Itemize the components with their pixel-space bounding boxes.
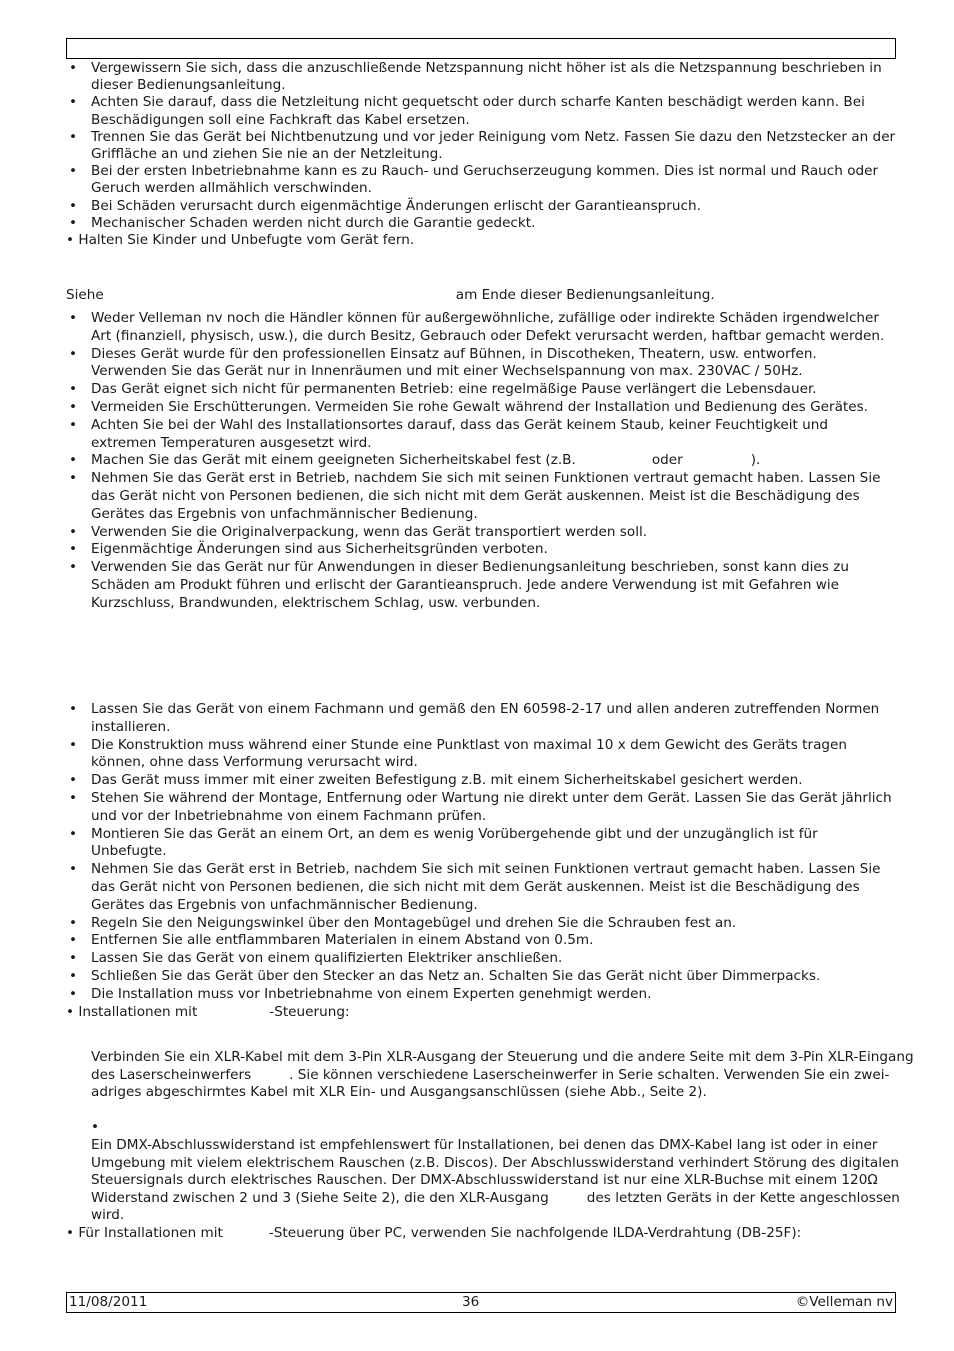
general-list (66, 310, 896, 613)
footer-company: ©Velleman nv (795, 1294, 893, 1310)
install-item: • Montieren Sie das Gerät an einem Ort, an dem es wenig Vorübergehende gibt und der unzugänglich ist für Unbefugte. (66, 826, 896, 862)
general-item: • Weder Velleman nv noch die Händler können für außergewöhnliche, zufällige oder indirekte Schäden irgendwelcher Art (finanziell, physisch, usw.), die durch Besitz, Gebrauch oder Defekt verursacht werden, haftbar gemacht werden. (66, 310, 896, 346)
install-item: • Lassen Sie das Gerät von einem Fachmann und gemäß den EN 60598-2-17 und allen anderen zutreffenden Normen installieren. (66, 701, 896, 737)
terminator-part2: des letzten Geräts in der Kette angeschlossen wird. (91, 1189, 900, 1223)
dmx-heading-suffix: -Steuerung: (269, 1003, 350, 1020)
install-item: • Stehen Sie während der Montage, Entfernung oder Wartung nie direkt unter dem Gerät. Lassen Sie das Gerät jährlich und vor der Inbetriebnahme von einem Fachmann prüfen. (66, 790, 896, 826)
install-item: • Regeln Sie den Neigungswinkel über den Montagebügel und drehen Sie die Schrauben fest an. (66, 915, 896, 933)
safety-item: • Achten Sie darauf, dass die Netzleitung nicht gequetscht oder durch scharfe Kanten beschädigt werden kann. Bei Beschädigungen soll eine Fachkraft das Kabel ersetzen. (66, 94, 896, 128)
install-item: • Lassen Sie das Gerät von einem qualifizierten Elektriker anschließen. (66, 950, 896, 968)
safety-last-item: • Halten Sie Kinder und Unbefugte vom Gerät fern. (66, 232, 415, 249)
safety-item: • Bei Schäden verursacht durch eigenmächtige Änderungen erlischt der Garantieanspruch. (66, 198, 896, 215)
footer (66, 1292, 896, 1313)
general-item: • Nehmen Sie das Gerät erst in Betrieb, nachdem Sie sich mit seinen Funktionen vertraut gemacht haben. Lassen Sie das Gerät nicht von Personen bedienen, die sich nicht mit dem Gerät auskennen. Meist ist die Beschädigung des Gerätes das Ergebnis von unfachmännischer Bedienung. (66, 470, 896, 523)
xlr-paragraph (66, 1049, 921, 1102)
safety-item: • Bei der ersten Inbetriebnahme kann es zu Rauch- und Geruchserzeugung kommen. Dies ist normal und Rauch oder Geruch werden allmählich verschwinden. (66, 163, 896, 197)
general-item: • Das Gerät eignet sich nicht für permanenten Betrieb: eine regelmäßige Pause verlängert die Lebensdauer. (66, 381, 896, 399)
footer-date: 11/08/2011 (69, 1294, 148, 1310)
install-item: • Nehmen Sie das Gerät erst in Betrieb, nachdem Sie sich mit seinen Funktionen vertraut gemacht haben. Lassen Sie das Gerät nicht von Personen bedienen, die sich nicht mit dem Gerät auskennen. Meist ist die Beschädigung des Gerätes das Ergebnis von unfachmännischer Bedienung. (66, 861, 896, 914)
general-item: • Eigenmächtige Änderungen sind aus Sicherheitsgründen verboten. (66, 541, 896, 559)
footer-page-number: 36 (462, 1294, 480, 1310)
safety-cable-prefix: Machen Sie das Gerät mit einem geeigneten Sicherheitskabel fest (z.B. (91, 452, 576, 469)
safety-last-text: Halten Sie Kinder und Unbefugte vom Gerät fern. (78, 232, 415, 249)
safety-cable-item (66, 452, 896, 470)
general-item: • Verwenden Sie die Originalverpackung, wenn das Gerät transportiert werden soll. (66, 524, 896, 542)
ilda-heading-suffix: -Steuerung über PC, verwenden Sie nachfolgende ILDA-Verdrahtung (DB-25F): (268, 1225, 802, 1241)
general-item: • Vermeiden Sie Erschütterungen. Vermeiden Sie rohe Gewalt während der Installation und Bedienung des Gerätes. (66, 399, 896, 417)
safety-cable-suffix: ). (750, 452, 761, 469)
install-item: • Die Konstruktion muss während einer Stunde eine Punktlast von maximal 10 x dem Gewicht des Geräts tragen können, ohne dass Verformung verursacht wird. (66, 737, 896, 773)
install-item: • Entfernen Sie alle entflammbaren Materialen in einem Abstand von 0.5m. (66, 932, 896, 950)
general-item: • Achten Sie bei der Wahl des Installationsortes darauf, dass das Gerät keinem Staub, keiner Feuchtigkeit und extremen Temperaturen ausgesetzt wird. (66, 417, 896, 453)
installation-list (66, 701, 896, 1004)
see-line (66, 287, 896, 305)
terminator-part1: Ein DMX-Abschlusswiderstand ist empfehlenswert für Installationen, bei denen das DMX-Kabel lang ist oder in einer Umgebung mit vielem elektrischem Rauschen (z.B. Discos). Der Abschlusswiderstand verhindert Störung des digitalen Steuersignals durch elektrisches Rauschen. Der DMX-Abschlusswiderstand ist nur eine XLR-Buchse mit einem 120Ω Widerstand zwischen 2 und 3 (Siehe Seite 2), die den XLR-Ausgang (91, 1137, 900, 1206)
safety-item: • Mechanischer Schaden werden nicht durch die Garantie gedeckt. (66, 215, 896, 232)
terminator-paragraph (66, 1137, 921, 1225)
safety-item: • Trennen Sie das Gerät bei Nichtbenutzung und vor jeder Reinigung vom Netz. Fassen Sie dazu den Netzstecker an der Griffläche an und ziehen Sie nie an der Netzleitung. (66, 129, 896, 163)
sub-bullet: • (91, 1119, 100, 1135)
ilda-heading: • Für Installationen mit -Steuerung über PC, verwenden Sie nachfolgende ILDA-Verdrahtung (DB-25F): (66, 1225, 802, 1241)
safety-list (66, 60, 896, 232)
general-item: • Dieses Gerät wurde für den professionellen Einsatz auf Bühnen, in Discotheken, Theatern, usw. entworfen. Verwenden Sie das Gerät nur in Innenräumen und mit einer Wechselspannung von max. 230VAC / 50Hz. (66, 346, 896, 382)
install-item: • Schließen Sie das Gerät über den Stecker an das Netz an. Schalten Sie das Gerät nicht über Dimmerpacks. (66, 968, 896, 986)
safety-cable-middle: oder (651, 452, 683, 469)
dmx-heading: • Installationen mit -Steuerung: (66, 1003, 350, 1020)
install-item: • Die Installation muss vor Inbetriebnahme von einem Experten genehmigt werden. (66, 986, 896, 1004)
general-section (66, 310, 896, 613)
safety-item: • Vergewissern Sie sich, dass die anzuschließende Netzspannung nicht höher ist als die Netzspannung beschrieben in dieser Bedienungsanleitung. (66, 60, 896, 94)
safety-section (66, 60, 896, 250)
see-suffix: am Ende dieser Bedienungsanleitung. (455, 287, 715, 303)
installation-section (66, 701, 896, 1021)
dmx-heading-prefix: Installationen mit (78, 1003, 198, 1020)
header-box (66, 38, 896, 59)
ilda-heading-prefix: Für Installationen mit (78, 1225, 223, 1241)
xlr-part2: . Sie können verschiedene Laserscheinwerfer in Serie schalten. Verwenden Sie ein zwei-adriges abgeschirmtes Kabel mit XLR Ein- und Ausgangsanschlüssen (siehe Abb., Seite 2). (91, 1066, 890, 1100)
see-prefix: Siehe (66, 287, 104, 303)
install-item: • Das Gerät muss immer mit einer zweiten Befestigung z.B. mit einem Sicherheitskabel gesichert werden. (66, 772, 896, 790)
general-item: • Verwenden Sie das Gerät nur für Anwendungen in dieser Bedienungsanleitung beschrieben, sonst kann dies zu Schäden am Produkt führen und erlischt der Garantieanspruch. Jede andere Verwendung ist mit Gefahren wie Kurzschluss, Brandwunden, elektrischem Schlag, usw. verbunden. (66, 559, 896, 612)
xlr-part1: Verbinden Sie ein XLR-Kabel mit dem 3-Pin XLR-Ausgang der Steuerung und die andere Seite mit dem 3-Pin XLR-Eingang des Laserscheinwerfers (91, 1049, 914, 1083)
